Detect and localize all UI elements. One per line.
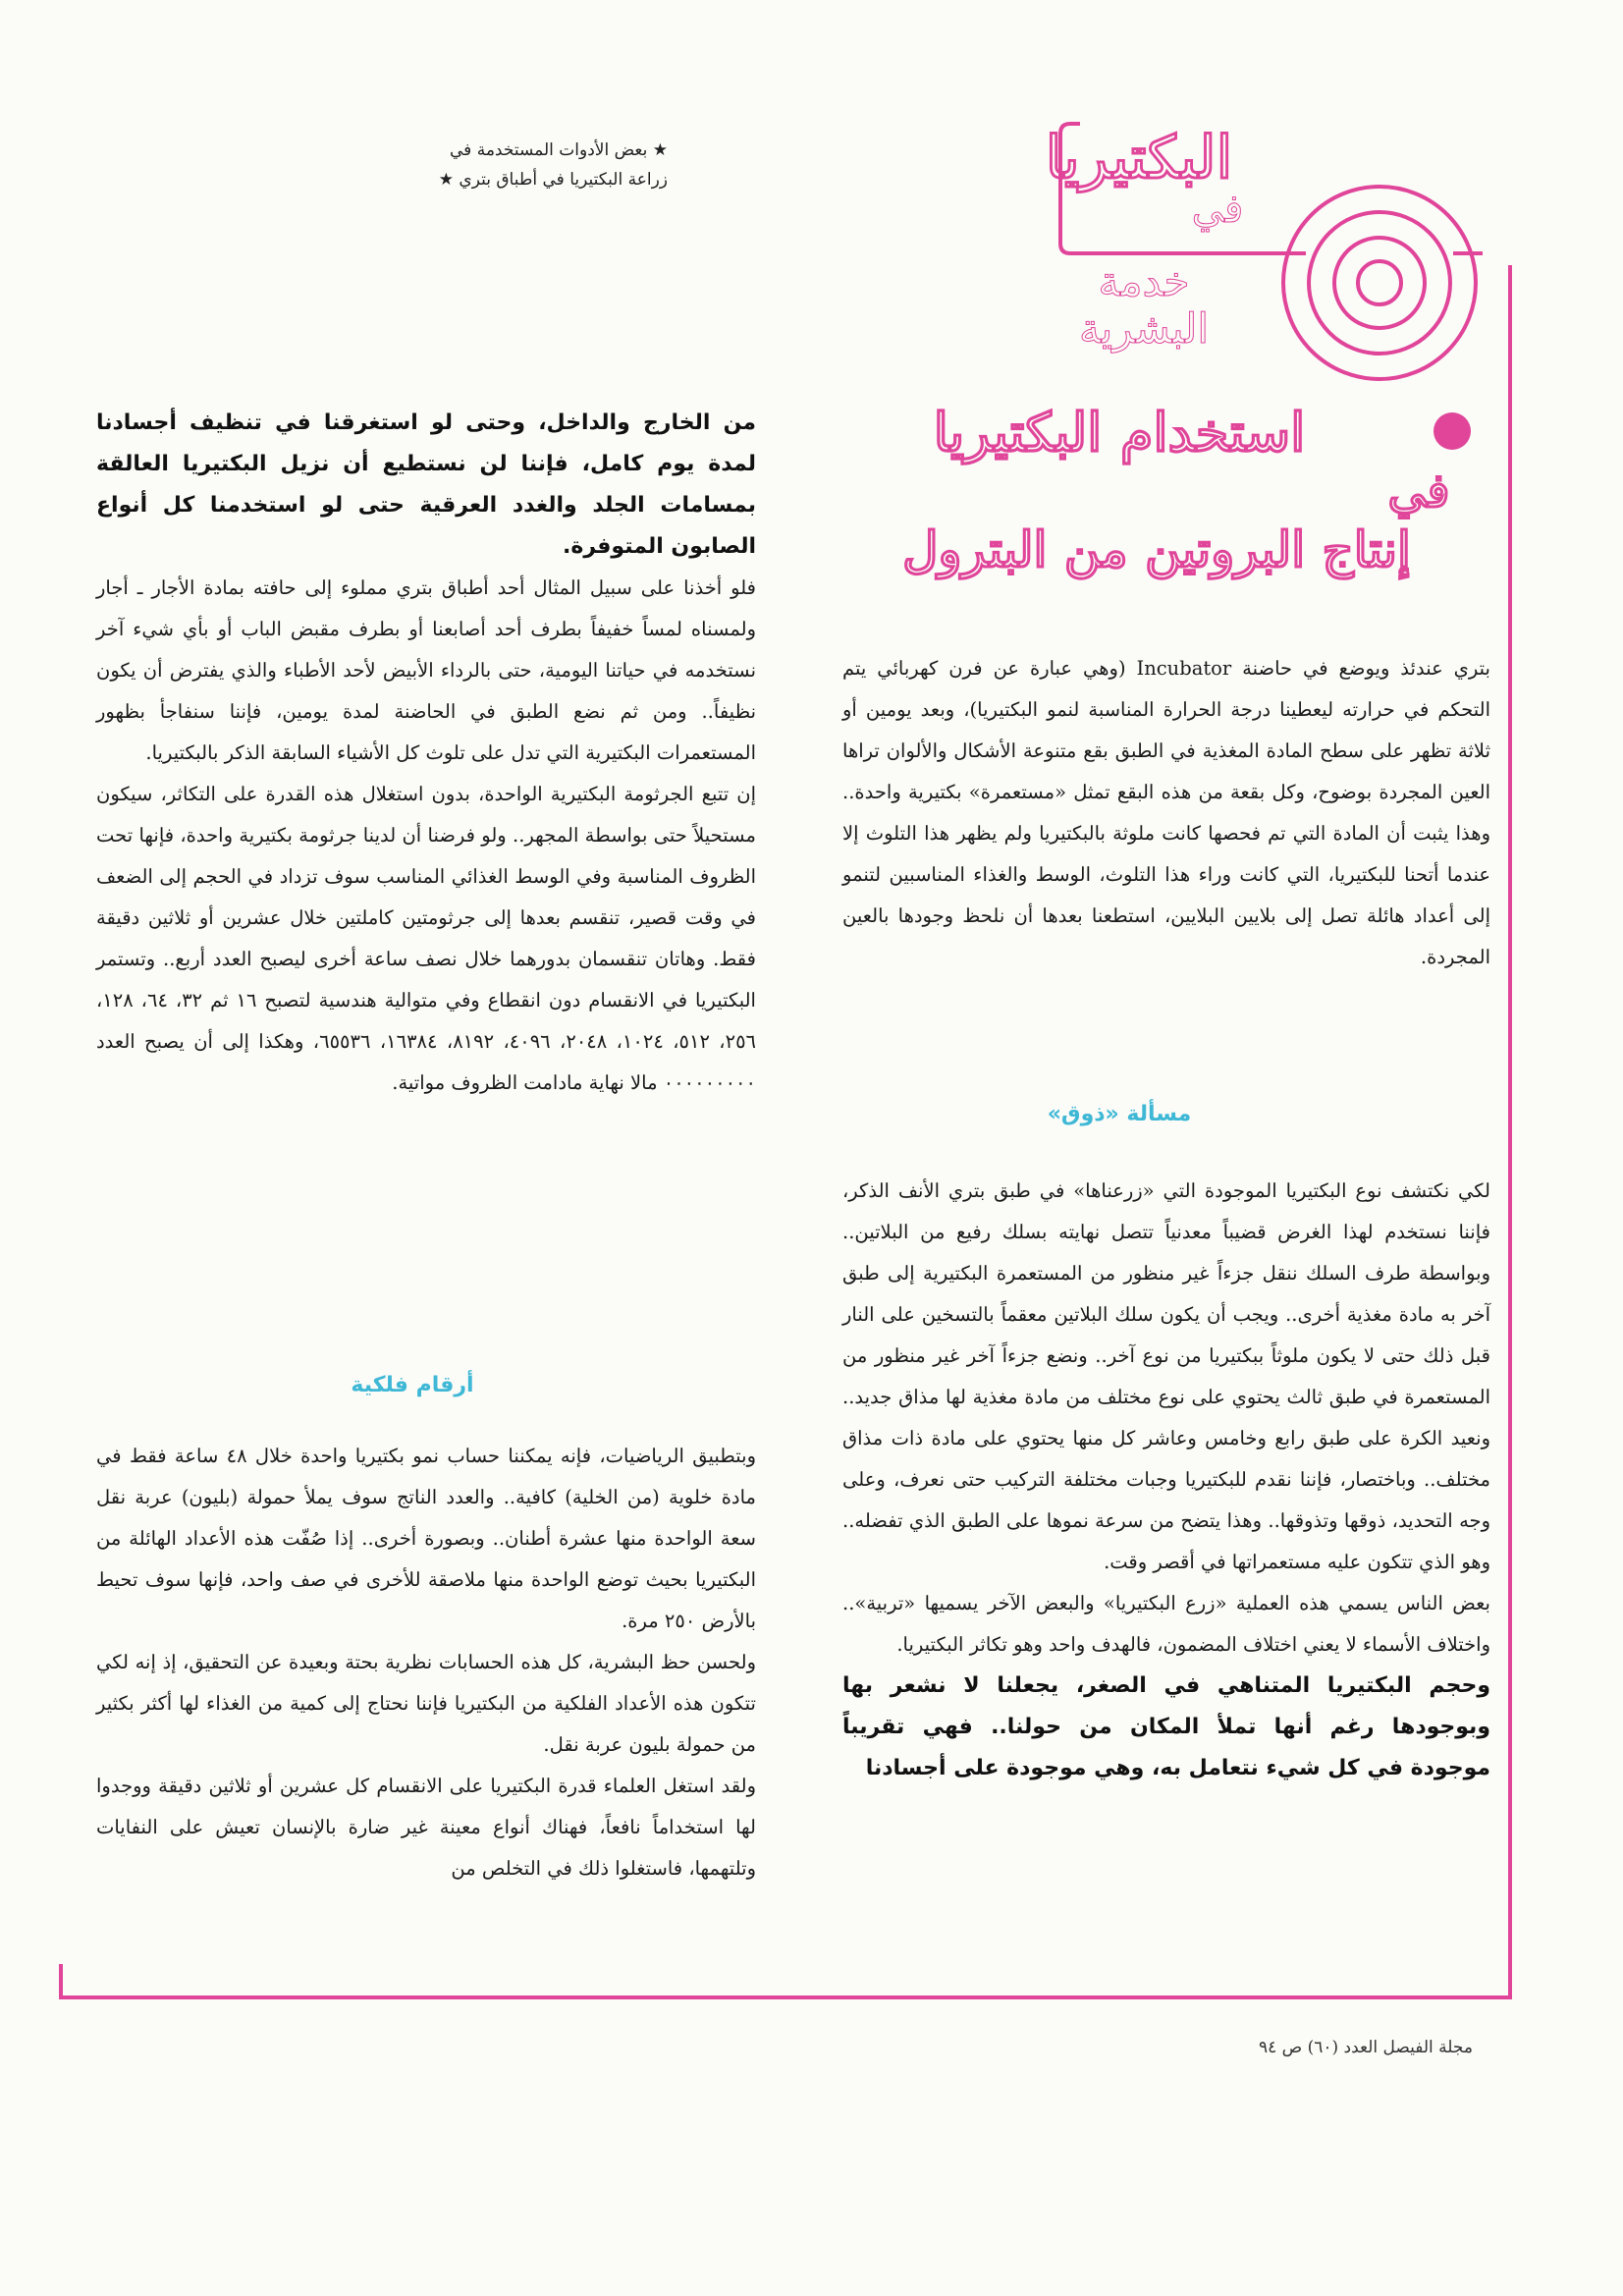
series-title-line-3: خدمة: [1098, 257, 1190, 305]
right-para-3: بعض الناس يسمي هذه العملية «زرع البكتيريا» والبعض الآخر يسميها «تربية».. واختلاف الأسماء لا يعني اختلاف المضمون، فالهدف واحد وهو تكاثر البكتيريا.: [842, 1592, 1490, 1656]
subheading-astronomical-numbers: أرقام فلكية: [351, 1373, 474, 1397]
headline-line-3: إنتاج البروتين من البترول: [902, 520, 1411, 578]
headline-bullet: [1434, 412, 1471, 450]
frame-right-line: [1508, 265, 1512, 1998]
caption-line-1: ★ بعض الأدوات المستخدمة في: [450, 140, 668, 160]
right-column-lower: [842, 1171, 1490, 1789]
left-para-2: فلو أخذنا على سبيل المثال أحد أطباق بتري مملوء إلى حافته بمادة الأجار ـ أجار ولمسناه لمساً خفيفاً بطرف أحد أصابعنا أو بطرف مقبض الباب أو بأي شيء آخر نستخدمه في حياتنا اليومية، حتى بالرداء الأبيض لأحد الأطباء والذي يفترض أن يكون نظيفاً.. ومن ثم نضع الطبق في الحاضنة لمدة يومين، فإننا سنفاجأ بظهور المستعمرات البكتيرية التي تدل على تلوث كل الأشياء السابقة الذكر بالبكتيريا.: [96, 576, 756, 764]
headline-line-2: في: [1387, 464, 1450, 519]
right-column: [842, 648, 1490, 978]
left-para-4: وبتطبيق الرياضيات، فإنه يمكننا حساب نمو بكتيريا واحدة خلال ٤٨ ساعة فقط في مادة خلوية (من الخلية) كافية.. والعدد الناتج سوف يملأ حمولة (بليون) عربة نقل سعة الواحدة منها عشرة أطنان.. وبصورة أخرى.. إذا صُفّت هذه الأعداد الهائلة من البكتيريا بحيث توضع الواحدة منها ملاصقة للأخرى في صف واحد، فإنها سوف تحيط بالأرض ٢٥٠ مرة.: [96, 1445, 756, 1632]
frame-bottom-line: [59, 1995, 1512, 1999]
left-para-6: ولقد استغل العلماء قدرة البكتيريا على الانقسام كل عشرين أو ثلاثين دقيقة ووجدوا لها استخداماً نافعاً، فهناك أنواع معينة غير ضارة بالإنسان تعيش على النفايات وتلتهمها، فاستغلوا ذلك في التخلص من: [96, 1775, 756, 1880]
page-footer: مجلة الفيصل العدد (٦٠) ص ٩٤: [1258, 2038, 1473, 2057]
series-title-line-1: البكتيريا: [1045, 124, 1233, 192]
left-para-5: ولحسن حظ البشرية، كل هذه الحسابات نظرية بحتة وبعيدة عن التحقيق، إذ إنه لكي تتكون هذه الأعداد الفلكية من البكتيريا فإننا نحتاج إلى كمية من الغذاء لها أكثر بكثير من حمولة بليون عربة نقل.: [96, 1651, 756, 1756]
subheading-taste: مسألة «ذوق»: [1047, 1102, 1192, 1126]
left-column: [96, 403, 756, 1104]
series-title-line-2: في: [1191, 187, 1244, 232]
frame-left-tick: [59, 1964, 63, 1999]
right-para-2: لكي نكتشف نوع البكتيريا الموجودة التي «زرعناها» في طبق بتري الأنف الذكر، فإننا نستخدم لهذا الغرض قضيباً معدنياً تتصل نهايته بسلك رفيع من البلاتين.. وبواسطة طرف السلك ننقل جزءاً غير منظور من المستعمرة البكتيرية إلى طبق آخر به مادة مغذية أخرى.. ويجب أن يكون سلك البلاتين معقماً بالتسخين على النار قبل ذلك حتى لا يكون ملوثاً ببكتيريا من نوع آخر.. ونضع جزءاً آخر غير منظور من المستعمرة في طبق ثالث يحتوي على نوع مختلف من مادة مغذية لها مذاق جديد.. ونعيد الكرة على طبق رابع وخامس وعاشر كل منها يحتوي على مادة ذات مذاق مختلف.. وباختصار، فإننا نقدم للبكتيريا وجبات مختلفة التركيب حتى نعرف، وعلى وجه التحديد، ذوقها وتذوقها.. وهذا يتضح من سرعة نموها على الطبق الذي تفضله.. وهو الذي تتكون عليه مستعمراتها في أقصر وقت.: [842, 1179, 1490, 1573]
right-para-1: بتري عندئذ ويوضع في حاضنة Incubator (وهي عبارة عن فرن كهربائي يتم التحكم في حرارته ليعطينا درجة الحرارة المناسبة لنمو البكتيريا)، وبعد يومين أو ثلاثة تظهر على سطح المادة المغذية في الطبق بقع متنوعة الأشكال والألوان تراها العين المجردة بوضوح، وكل بقعة من هذه البقع تمثل «مستعمرة» بكتيرية واحدة.. وهذا يثبت أن المادة التي تم فحصها كانت ملوثة بالبكتيريا ولم يظهر هذا التلوث إلا عندما أتحنا للبكتيريا، التي كانت وراء هذا التلوث، الوسط والغذاء المناسبين لتنمو إلى أعداد هائلة تصل إلى بلايين البلايين، استطعنا بعدها أن نلحظ وجودها بالعين المجردة.: [842, 657, 1490, 968]
headline-line-1: استخدام البكتيريا: [933, 401, 1306, 464]
photo-caption: [295, 136, 668, 194]
right-para-4: وحجم البكتيريا المتناهي في الصغر، يجعلنا لا نشعر بها وبوجودها رغم أنها تملأ المكان من حولنا.. فهي تقريباً موجودة في كل شيء نتعامل به، وهي موجودة على أجسادنا: [842, 1673, 1490, 1780]
left-para-3: إن تتبع الجرثومة البكتيرية الواحدة، بدون استغلال هذه القدرة على التكاثر، سيكون مستحيلاً حتى بواسطة المجهر.. ولو فرضنا أن لدينا جرثومة بكتيرية واحدة، فإنها تحت الظروف المناسبة وفي الوسط الغذائي المناسب سوف تزداد في الحجم إلى الضعف في وقت قصير، تنقسم بعدها إلى جرثومتين كاملتين خلال عشرين أو ثلاثين دقيقة فقط. وهاتان تنقسمان بدورهما خلال نصف ساعة أخرى ليصبح العدد أربع.. وتستمر البكتيريا في الانقسام دون انقطاع وفي متوالية هندسية لتصبح ١٦ ثم ٣٢، ٦٤، ١٢٨، ٢٥٦، ٥١٢، ١٠٢٤، ٢٠٤٨، ٤٠٩٦، ٨١٩٢، ١٦٣٨٤، ٦٥٥٣٦، وهكذا إلى أن يصبح العدد ٠٠٠٠٠٠٠٠٠ مالا نهاية مادامت الظروف مواتية.: [96, 783, 757, 1094]
left-column-lower: [96, 1436, 756, 1889]
caption-line-2: زراعة البكتيريا في أطباق بتري ★: [438, 170, 668, 190]
series-title-line-4: البشرية: [1079, 304, 1209, 353]
left-para-1: من الخارج والداخل، وحتى لو استغرقنا في تنظيف أجسادنا لمدة يوم كامل، فإننا لن نستطيع أن نزيل البكتيريا العالقة بمسامات الجلد والغدد العرقية حتى لو استخدمنا كل أنواع الصابون المتوفرة.: [96, 410, 756, 559]
